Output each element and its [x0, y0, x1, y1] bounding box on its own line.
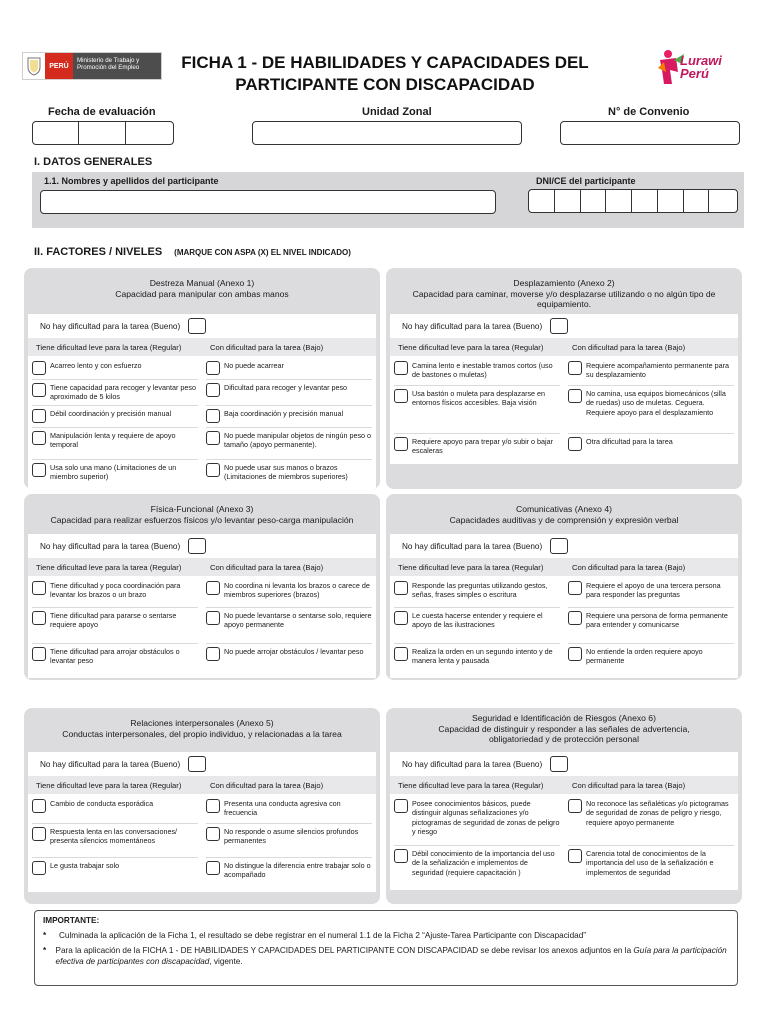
option-label: Usa bastón o muleta para desplazarse en entornos físicos accesibles. Baja visión: [412, 389, 546, 408]
option-label: Tiene dificultad y poca coordinación para levantar los brazos o un brazo: [50, 581, 181, 600]
option-checkbox[interactable]: [206, 799, 220, 813]
option-item: [568, 578, 734, 608]
panel-title: Destreza Manual (Anexo 1): [149, 278, 255, 288]
option-checkbox[interactable]: [206, 581, 220, 595]
no-dificultad-row: [390, 534, 738, 558]
option-item: [568, 608, 734, 644]
option-label: Camina lento e inestable tramos cortos (uso de bastones o muletas): [412, 361, 553, 380]
importante-note-2-text: [56, 945, 729, 967]
option-label: Le cuesta hacerse entender y requiere el apoyo de las ilustraciones: [412, 611, 543, 630]
panel-body: [390, 314, 738, 464]
col-regular: [28, 794, 202, 892]
panel-subtitle: Conductas interpersonales, del propio individuo, y relacionadas a la tarea: [62, 728, 342, 739]
option-checkbox[interactable]: [394, 437, 408, 451]
option-checkbox[interactable]: [206, 383, 220, 397]
ministry-name: Ministerio de Trabajo y Promoción del Empleo: [73, 53, 161, 79]
panel-header: [24, 268, 380, 314]
importante-note-2: [43, 945, 729, 967]
option-label: Presenta una conducta agresiva con frecuencia: [224, 799, 341, 818]
option-item: [568, 796, 734, 846]
col-bajo-header: Con dificultad para la tarea (Bajo): [210, 562, 324, 572]
option-label: Posee conocimientos básicos, puede distinguir algunas señalizaciones y/o pictogramas de seguridad de zonas de peligro y riesgo: [412, 799, 560, 837]
panel-header: [386, 494, 742, 534]
program-logo: [656, 46, 736, 90]
no-dificultad-checkbox[interactable]: [550, 756, 568, 772]
unidad-input[interactable]: [252, 121, 522, 145]
panel-subtitle: Capacidad para caminar, moverse y/o desplazarse utilizando o no algún tipo de equipamiento.: [412, 288, 716, 309]
guia-reference: Guía para la participación efectiva de participantes con discapacidad: [55, 946, 727, 966]
option-item: [32, 380, 198, 406]
option-label: Dificultad para recoger y levantar peso: [224, 383, 348, 392]
option-checkbox[interactable]: [32, 647, 46, 661]
option-checkbox[interactable]: [206, 431, 220, 445]
option-item: [32, 406, 198, 428]
option-label: No reconoce las señaléticas y/o pictogramas de seguridad de zonas de peligro y riesgo, requiere apoyo permanente: [586, 799, 729, 827]
factores-title: [34, 246, 351, 258]
option-item: [568, 846, 734, 886]
factores-note: (MARQUE CON ASPA (X) EL NIVEL INDICADO): [174, 248, 351, 257]
datos-band: [32, 172, 744, 228]
panel-header: [24, 708, 380, 752]
column-headers: [28, 776, 376, 794]
option-item: [394, 358, 560, 386]
col-bajo: [202, 576, 376, 678]
option-item: [32, 578, 198, 608]
option-label: No coordina ni levanta los brazos o carece de miembros superiores (brazos): [224, 581, 370, 600]
option-label: Tiene dificultad para arrojar obstáculos o levantar peso: [50, 647, 180, 666]
option-label: Otra dificultad para la tarea: [586, 437, 673, 446]
option-checkbox[interactable]: [394, 647, 408, 661]
col-regular: [390, 576, 564, 678]
importante-note-1: [43, 930, 729, 941]
option-checkbox[interactable]: [394, 581, 408, 595]
col-regular-header: Tiene dificultad leve para la tarea (Regular): [36, 342, 182, 352]
option-checkbox[interactable]: [394, 799, 408, 813]
importante-note-1-text: Culminada la aplicación de la Ficha 1, el resultado se debe registrar en el numeral 1.1 de la Ficha 2 “Ajuste-Tarea Participante con Discapacidad”: [59, 931, 587, 940]
option-checkbox[interactable]: [394, 389, 408, 403]
option-label: Baja coordinación y precisión manual: [224, 409, 344, 418]
col-regular-header: Tiene dificultad leve para la tarea (Regular): [36, 780, 182, 790]
option-checkbox[interactable]: [206, 861, 220, 875]
panel-subtitle: Capacidad de distinguir y responder a las señales de advertencia, obligatoriedad y de protección personal: [438, 723, 690, 744]
option-label: Manipulación lenta y requiere de apoyo temporal: [50, 431, 176, 450]
panel-comunicativas: [386, 494, 742, 680]
option-label: Requiere apoyo para trepar y/o subir o bajar escaleras: [412, 437, 554, 456]
option-checkbox[interactable]: [206, 611, 220, 625]
option-item: [32, 824, 198, 858]
option-checkbox[interactable]: [206, 361, 220, 375]
option-checkbox[interactable]: [32, 409, 46, 423]
option-item: [206, 460, 372, 488]
option-label: Requiere acompañamiento permanente para su desplazamiento: [586, 361, 730, 380]
panel-title: Física-Funcional (Anexo 3): [150, 504, 254, 514]
option-item: [32, 460, 198, 488]
option-item: [206, 644, 372, 674]
no-dificultad-label: No hay dificultad para la tarea (Bueno): [402, 321, 543, 331]
option-label: No entiende la orden requiere apoyo permanente: [586, 647, 703, 666]
option-item: [206, 796, 372, 824]
convenio-label: N° de Convenio: [608, 106, 690, 118]
option-item: [394, 796, 560, 846]
col-bajo: [564, 576, 738, 678]
option-item: [32, 608, 198, 644]
option-label: Le gusta trabajar solo: [50, 861, 120, 870]
convenio-input[interactable]: [560, 121, 740, 145]
option-label: Débil conocimiento de la importancia del uso de la señalización e implementos de seguridad (requiere capacitación ): [412, 849, 555, 877]
option-item: [206, 380, 372, 406]
option-label: Requiere una persona de forma permanente para entender y comunicarse: [586, 611, 728, 630]
option-checkbox[interactable]: [568, 799, 582, 813]
asterisk-icon: *: [43, 931, 47, 940]
option-label: Responde las preguntas utilizando gestos, señas, frases simples o escritura: [412, 581, 548, 600]
panel-subtitle: Capacidades auditivas y de comprensión y expresión verbal: [449, 514, 679, 525]
option-checkbox[interactable]: [206, 827, 220, 841]
option-label: Tiene capacidad para recoger y levantar peso aproximado de 5 kilos: [50, 383, 196, 402]
option-label: No camina, usa equipos biomecánicos (silla de ruedas) uso de muletas. Ceguera. Requiere apoyo para el desplazamiento: [586, 389, 726, 417]
option-item: [394, 578, 560, 608]
panel-body: [28, 752, 376, 892]
column-headers: [390, 776, 738, 794]
option-label: Acarreo lento y con esfuerzo: [50, 361, 142, 370]
panel-title: Relaciones interpersonales (Anexo 5): [130, 718, 274, 728]
no-dificultad-checkbox[interactable]: [550, 318, 568, 334]
asterisk-icon: *: [43, 946, 47, 955]
no-dificultad-label: No hay dificultad para la tarea (Bueno): [40, 759, 181, 769]
option-label: No responde o asume silencios profundos permanentes: [224, 827, 359, 846]
col-regular: [390, 356, 564, 464]
panel-fisica-funcional: [24, 494, 380, 680]
peru-label: PERÚ: [45, 53, 73, 79]
option-item: [32, 644, 198, 674]
no-dificultad-checkbox[interactable]: [188, 318, 206, 334]
column-headers: [390, 558, 738, 576]
page-title: FICHA 1 - DE HABILIDADES Y CAPACIDADES DEL PARTICIPANTE CON DISCAPACIDAD: [181, 53, 589, 94]
option-item: [206, 858, 372, 888]
option-label: Requiere el apoyo de una tercera persona para responder las preguntas: [586, 581, 721, 600]
no-dificultad-row: [28, 314, 376, 338]
option-checkbox[interactable]: [32, 799, 46, 813]
option-checkbox[interactable]: [206, 409, 220, 423]
option-checkbox[interactable]: [394, 361, 408, 375]
dni-label: DNI/CE del participante: [536, 176, 636, 186]
panel-body: [28, 534, 376, 678]
option-label: Tiene dificultad para pararse o sentarse requiere apoyo: [50, 611, 177, 630]
dni-input[interactable]: [528, 189, 738, 213]
panel-subtitle: Capacidad para manipular con ambas manos: [115, 288, 289, 299]
option-checkbox[interactable]: [32, 827, 46, 841]
option-item: [32, 358, 198, 380]
col-bajo: [564, 356, 738, 464]
option-item: [394, 644, 560, 674]
option-label: No puede arrojar obstáculos / levantar peso: [224, 647, 364, 656]
col-regular-header: Tiene dificultad leve para la tarea (Regular): [398, 780, 544, 790]
option-checkbox[interactable]: [568, 581, 582, 595]
no-dificultad-row: [390, 752, 738, 776]
importante-note-2-b: , vigente.: [209, 957, 243, 966]
no-dificultad-row: [28, 534, 376, 558]
fecha-label: Fecha de evaluación: [48, 106, 156, 118]
factores-title-text: II. FACTORES / NIVELES: [34, 246, 163, 258]
option-checkbox[interactable]: [568, 647, 582, 661]
option-item: [206, 428, 372, 460]
option-label: Carencia total de conocimientos de la importancia del uso de la señalización e implementos de seguridad: [586, 849, 714, 877]
col-bajo-header: Con dificultad para la tarea (Bajo): [572, 780, 686, 790]
no-dificultad-label: No hay dificultad para la tarea (Bueno): [402, 759, 543, 769]
option-item: [394, 386, 560, 434]
option-label: No puede acarrear: [224, 361, 284, 370]
no-dificultad-checkbox[interactable]: [188, 538, 206, 554]
importante-title: IMPORTANTE:: [43, 916, 100, 925]
option-checkbox[interactable]: [568, 849, 582, 863]
option-item: [206, 406, 372, 428]
panel-destreza-manual: [24, 268, 380, 489]
coat-of-arms-icon: [23, 53, 45, 79]
option-item: [32, 858, 198, 888]
col-regular: [28, 576, 202, 678]
col-regular: [390, 794, 564, 890]
no-dificultad-label: No hay dificultad para la tarea (Bueno): [40, 321, 181, 331]
option-checkbox[interactable]: [394, 849, 408, 863]
importante-box: [34, 910, 738, 986]
col-bajo-header: Con dificultad para la tarea (Bajo): [210, 780, 324, 790]
option-item: [568, 358, 734, 386]
no-dificultad-row: [390, 314, 738, 338]
col-bajo-header: Con dificultad para la tarea (Bajo): [572, 562, 686, 572]
option-checkbox[interactable]: [32, 463, 46, 477]
option-item: [394, 846, 560, 886]
panel-title: Seguridad e Identificación de Riesgos (Anexo 6): [472, 713, 656, 723]
option-item: [206, 824, 372, 858]
program-name: Lurawi Perú: [680, 53, 722, 81]
option-item: [32, 796, 198, 824]
option-label: Cambio de conducta esporádica: [50, 799, 154, 808]
option-checkbox[interactable]: [32, 611, 46, 625]
option-item: [568, 434, 734, 460]
option-checkbox[interactable]: [568, 611, 582, 625]
option-item: [206, 578, 372, 608]
header: [0, 0, 768, 104]
panel-seguridad-riesgos: [386, 708, 742, 904]
option-item: [206, 608, 372, 644]
panel-body: [28, 314, 376, 489]
col-regular-header: Tiene dificultad leve para la tarea (Regular): [36, 562, 182, 572]
option-checkbox[interactable]: [206, 463, 220, 477]
panel-title: Desplazamiento (Anexo 2): [513, 278, 615, 288]
fecha-input[interactable]: [32, 121, 174, 145]
option-item: [206, 358, 372, 380]
panel-body: [390, 752, 738, 890]
no-dificultad-checkbox[interactable]: [550, 538, 568, 554]
option-label: Realiza la orden en un segundo intento y de manera lenta y pausada: [412, 647, 553, 666]
no-dificultad-row: [28, 752, 376, 776]
nombres-input[interactable]: [40, 190, 496, 214]
option-checkbox[interactable]: [394, 611, 408, 625]
ministry-logo: [22, 52, 162, 80]
option-checkbox[interactable]: [568, 389, 582, 403]
datos-title: I. DATOS GENERALES: [34, 156, 153, 168]
option-checkbox[interactable]: [32, 581, 46, 595]
col-bajo: [202, 794, 376, 892]
option-label: No puede levantarse o sentarse solo, requiere apoyo permanente: [224, 611, 372, 630]
option-label: No puede usar sus manos o brazos (Limitaciones de miembros superiores): [224, 463, 348, 482]
column-headers: [28, 558, 376, 576]
option-checkbox[interactable]: [568, 437, 582, 451]
option-label: Débil coordinación y precisión manual: [50, 409, 172, 418]
column-headers: [390, 338, 738, 356]
panel-subtitle: Capacidad para realizar esfuerzos físicos y/o levantar peso-carga manipulación: [50, 514, 354, 525]
nombres-label: 1.1. Nombres y apellidos del participante: [44, 176, 219, 186]
option-checkbox[interactable]: [32, 383, 46, 397]
option-checkbox[interactable]: [32, 361, 46, 375]
panel-relaciones-interpersonales: [24, 708, 380, 904]
panel-header: [24, 494, 380, 534]
option-label: Usa solo una mano (Limitaciones de un miembro superior): [50, 463, 177, 482]
option-item: [568, 386, 734, 434]
col-regular-header: Tiene dificultad leve para la tarea (Regular): [398, 562, 544, 572]
col-regular: [28, 356, 202, 489]
no-dificultad-label: No hay dificultad para la tarea (Bueno): [40, 541, 181, 551]
no-dificultad-label: No hay dificultad para la tarea (Bueno): [402, 541, 543, 551]
option-item: [394, 608, 560, 644]
panel-header: [386, 708, 742, 752]
col-bajo-header: Con dificultad para la tarea (Bajo): [572, 342, 686, 352]
panel-header: [386, 268, 742, 314]
column-headers: [28, 338, 376, 356]
option-item: [394, 434, 560, 460]
option-checkbox[interactable]: [32, 431, 46, 445]
option-item: [32, 428, 198, 460]
option-label: No distingue la diferencia entre trabajar solo o acompañado: [224, 861, 371, 880]
col-bajo: [202, 356, 376, 489]
unidad-label: Unidad Zonal: [362, 106, 432, 118]
importante-note-2-a: Para la aplicación de la FICHA 1 - DE HABILIDADES Y CAPACIDADES DEL PARTICIPANTE CON DISCAPACIDAD se debe revisar los anexos adjuntos en la: [55, 946, 634, 955]
panel-body: [390, 534, 738, 678]
option-item: [568, 644, 734, 674]
option-label: Respuesta lenta en las conversaciones/ presenta silencios momentáneos: [50, 827, 178, 846]
option-checkbox[interactable]: [568, 361, 582, 375]
option-checkbox[interactable]: [206, 647, 220, 661]
panel-desplazamiento: [386, 268, 742, 489]
col-regular-header: Tiene dificultad leve para la tarea (Regular): [398, 342, 544, 352]
col-bajo-header: Con dificultad para la tarea (Bajo): [210, 342, 324, 352]
no-dificultad-checkbox[interactable]: [188, 756, 206, 772]
option-checkbox[interactable]: [32, 861, 46, 875]
option-label: No puede manipular objetos de ningún peso o tamaño (apoyo permanente).: [224, 431, 372, 450]
col-bajo: [564, 794, 738, 890]
panel-title: Comunicativas (Anexo 4): [515, 504, 612, 514]
